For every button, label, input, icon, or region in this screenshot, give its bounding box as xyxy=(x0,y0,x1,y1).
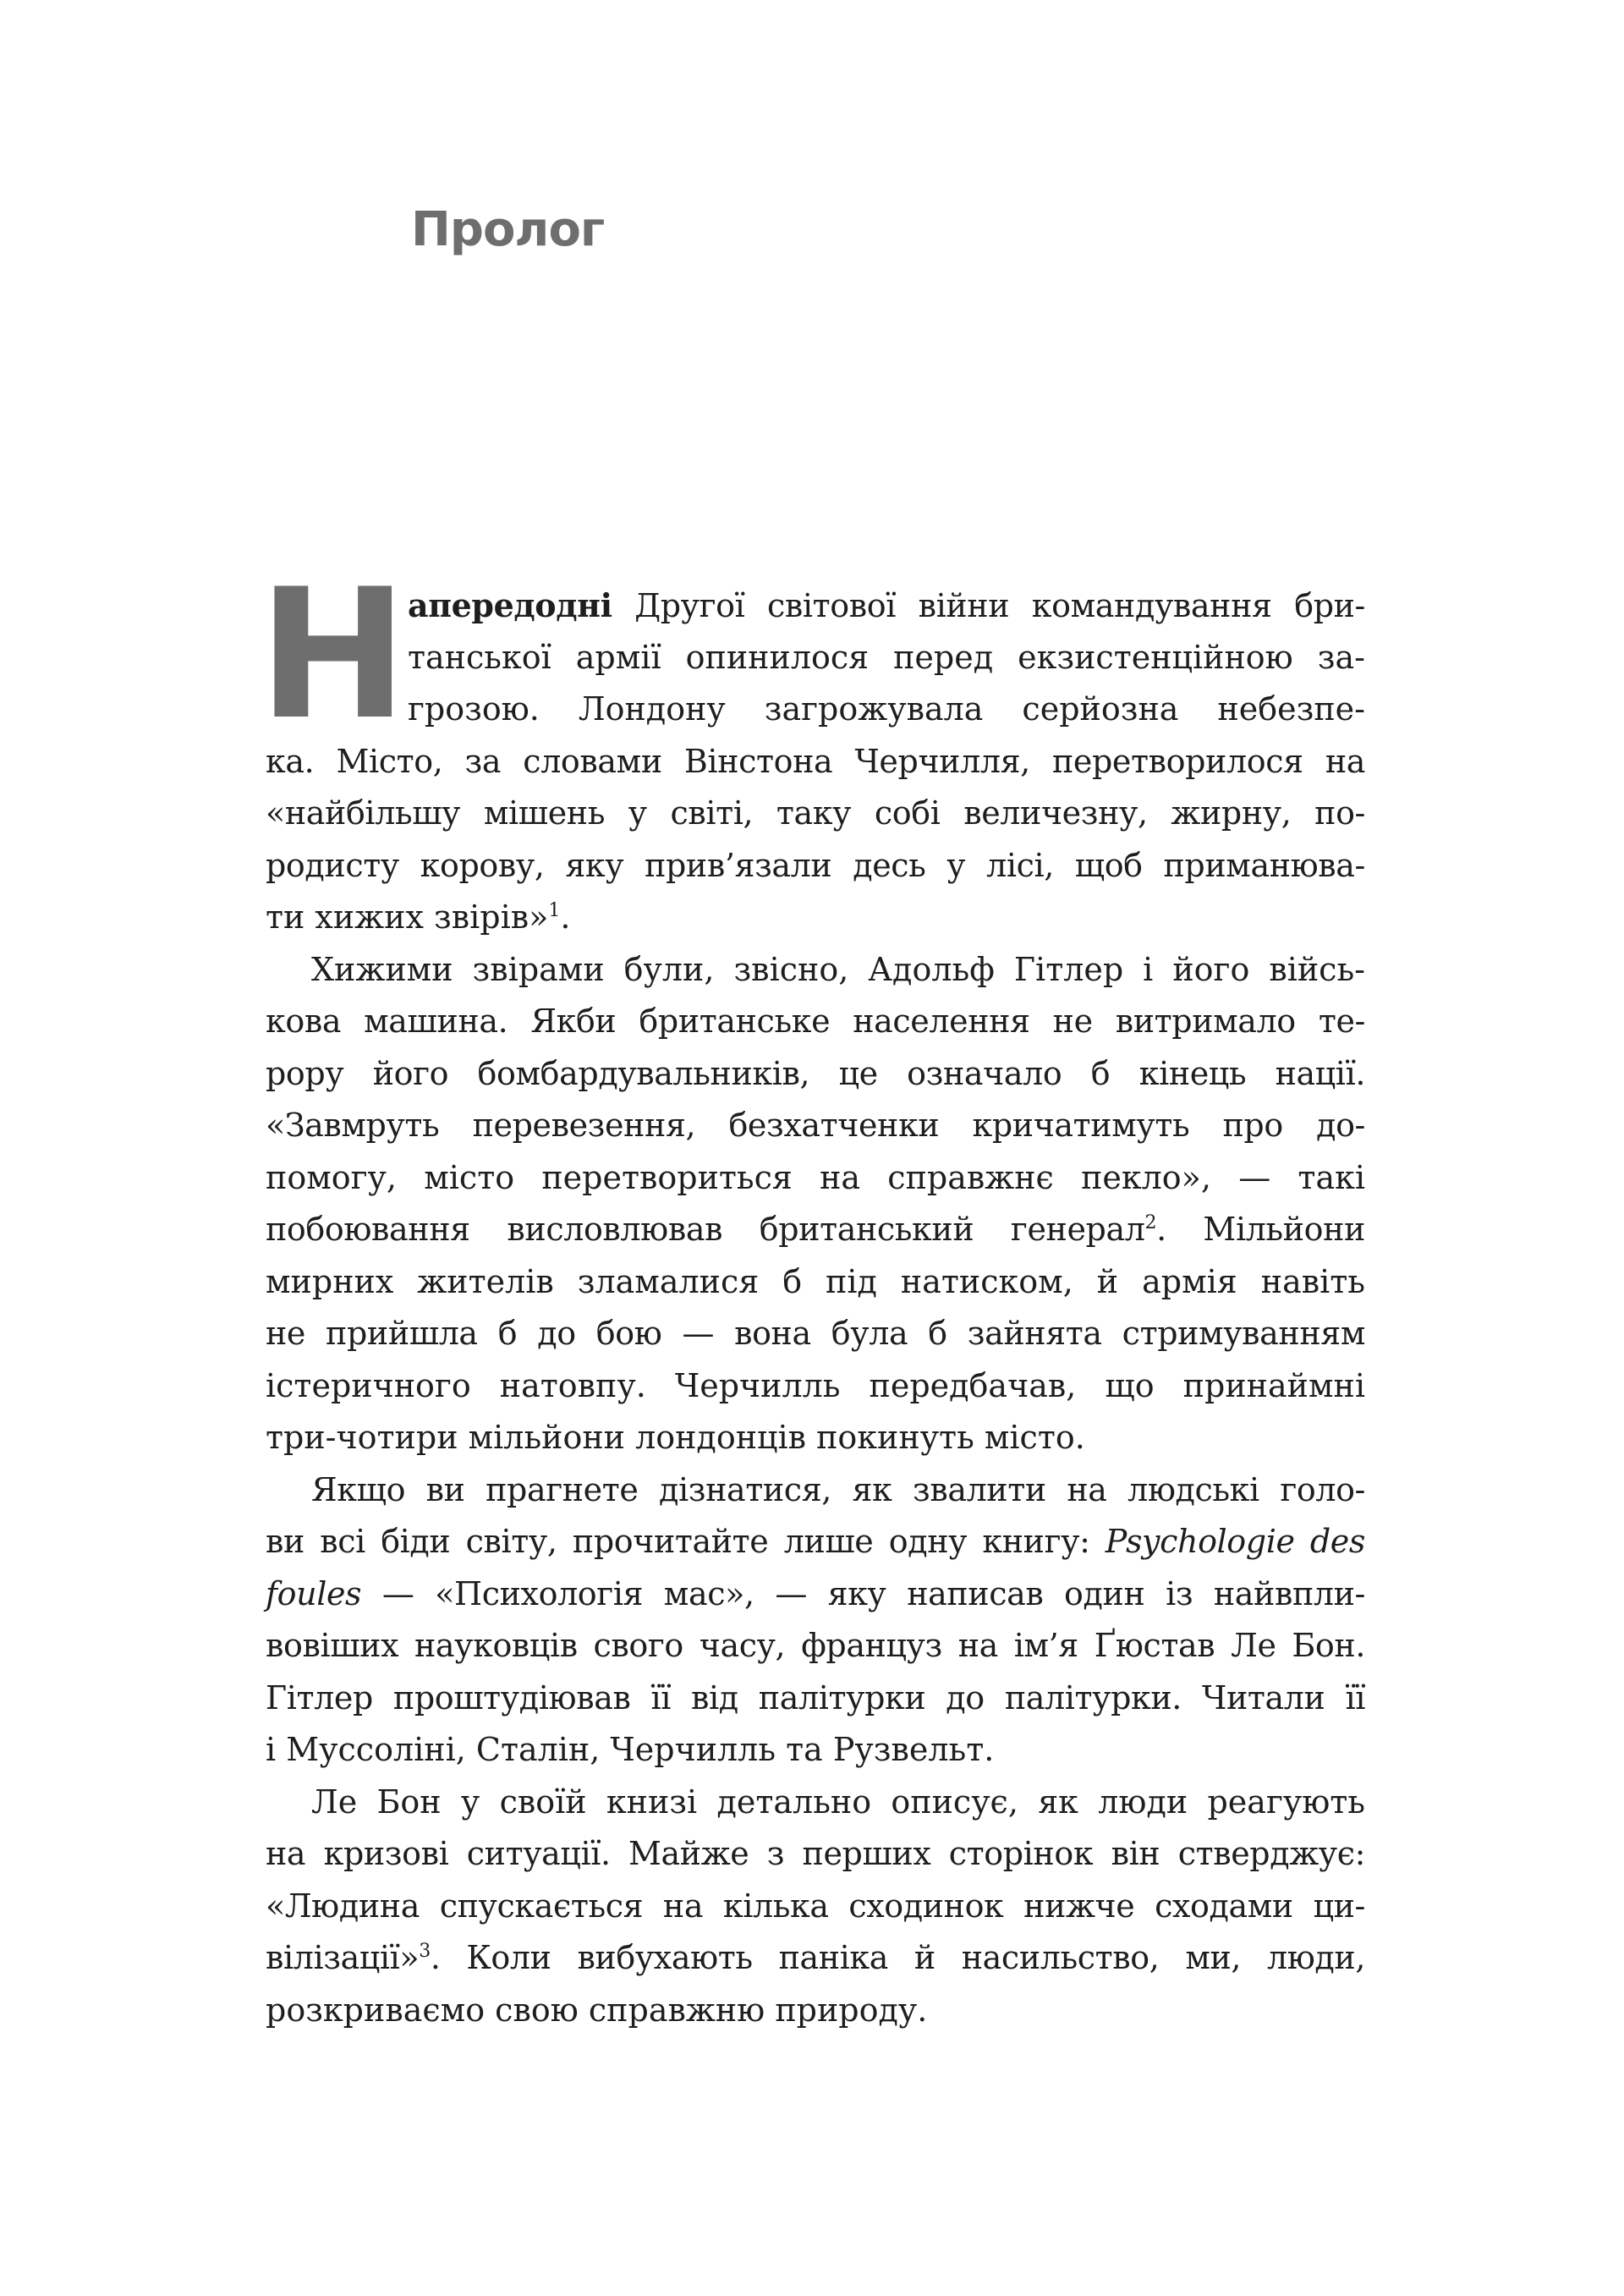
text-line: «Завмруть перевезення, безхатченки кричатимуть про до- xyxy=(266,1107,1365,1144)
text-line: істеричного натовпу. Черчилль передбачав, що принаймні xyxy=(266,1366,1365,1404)
footnote-ref: 2 xyxy=(1144,1212,1157,1233)
text-line: танської армії опинилося перед екзистенційною за- xyxy=(408,638,1365,676)
text-line: апередодні Другої світової війни командування бри- xyxy=(408,586,1365,624)
book-title-italic: Psychologie des xyxy=(1105,1523,1365,1560)
text-line: ти хижих звірів»$^1$. xyxy=(266,898,571,936)
text-line: розкриваємо свою справжню природу. xyxy=(266,1991,928,2029)
text-line: на кризові ситуації. Майже з перших сторінок він стверджує: xyxy=(266,1835,1365,1872)
text-line: ви всі біди світу, прочитайте лише одну книгу: Psychologie des xyxy=(266,1523,1365,1560)
text-line: вовіших науковців свого часу, француз на ім’я Ґюстав Ле Бон. xyxy=(266,1627,1365,1664)
lead-word: апередодні xyxy=(408,586,612,624)
body-text xyxy=(266,579,1365,2036)
text-line: foules — «Психологія мас», — яку написав один із найвпли- xyxy=(266,1574,1365,1612)
text-line: три-чотири мільйони лондонців покинуть місто. xyxy=(266,1419,1085,1456)
text-line: «Людина спускається на кілька сходинок нижче сходами ци- xyxy=(266,1887,1365,1925)
text-line: Ле Бон у своїй книзі детально описує, як люди реагують xyxy=(311,1782,1365,1821)
text-line: ка. Місто, за словами Вінстона Черчилля, перетворилося на xyxy=(266,742,1365,780)
text-line: не прийшла б до бою — вона була б зайнята стримуванням xyxy=(266,1315,1365,1352)
text-line: і Муссоліні, Сталін, Черчилль та Рузвельт. xyxy=(266,1731,995,1768)
text-line: родисту корову, яку прив’язали десь у лісі, щоб приманюва- xyxy=(266,846,1365,884)
text-line: помогу, місто перетвориться на справжнє пекло», — такі xyxy=(266,1158,1365,1196)
text-line: кова машина. Якби британське населення не витримало те- xyxy=(266,1002,1365,1040)
text-line: вілізації»$^3$. Коли вибухають паніка й насильство, ми, люди, xyxy=(266,1939,1365,1976)
text-line: рору його бомбардувальників, це означало б кінець нації. xyxy=(266,1054,1365,1092)
footnote-ref: 1 xyxy=(548,900,561,921)
text-line: побоювання висловлював британський генерал$^2$. Мільйони xyxy=(266,1211,1365,1248)
text-line: «найбільшу мішень у світі, таку собі величезну, жирну, по- xyxy=(266,794,1365,832)
drop-cap: Н xyxy=(258,550,409,759)
book-title-italic: foules xyxy=(266,1574,362,1612)
text-line: Якщо ви прагнете дізнатися, як звалити на людські голо- xyxy=(311,1470,1365,1508)
text-line: мирних жителів зламалися б під натиском, й армія навіть xyxy=(266,1262,1365,1300)
chapter-title: Пролог xyxy=(411,202,605,257)
text-line: грозою. Лондону загрожувала серйозна небезпе- xyxy=(408,690,1365,728)
text-line: Хижими звірами були, звісно, Адольф Гітлер і його війсь- xyxy=(311,950,1365,988)
text-line: Гітлер проштудіював її від палітурки до палітурки. Читали її xyxy=(266,1678,1365,1717)
footnote-ref: 3 xyxy=(419,1941,431,1962)
